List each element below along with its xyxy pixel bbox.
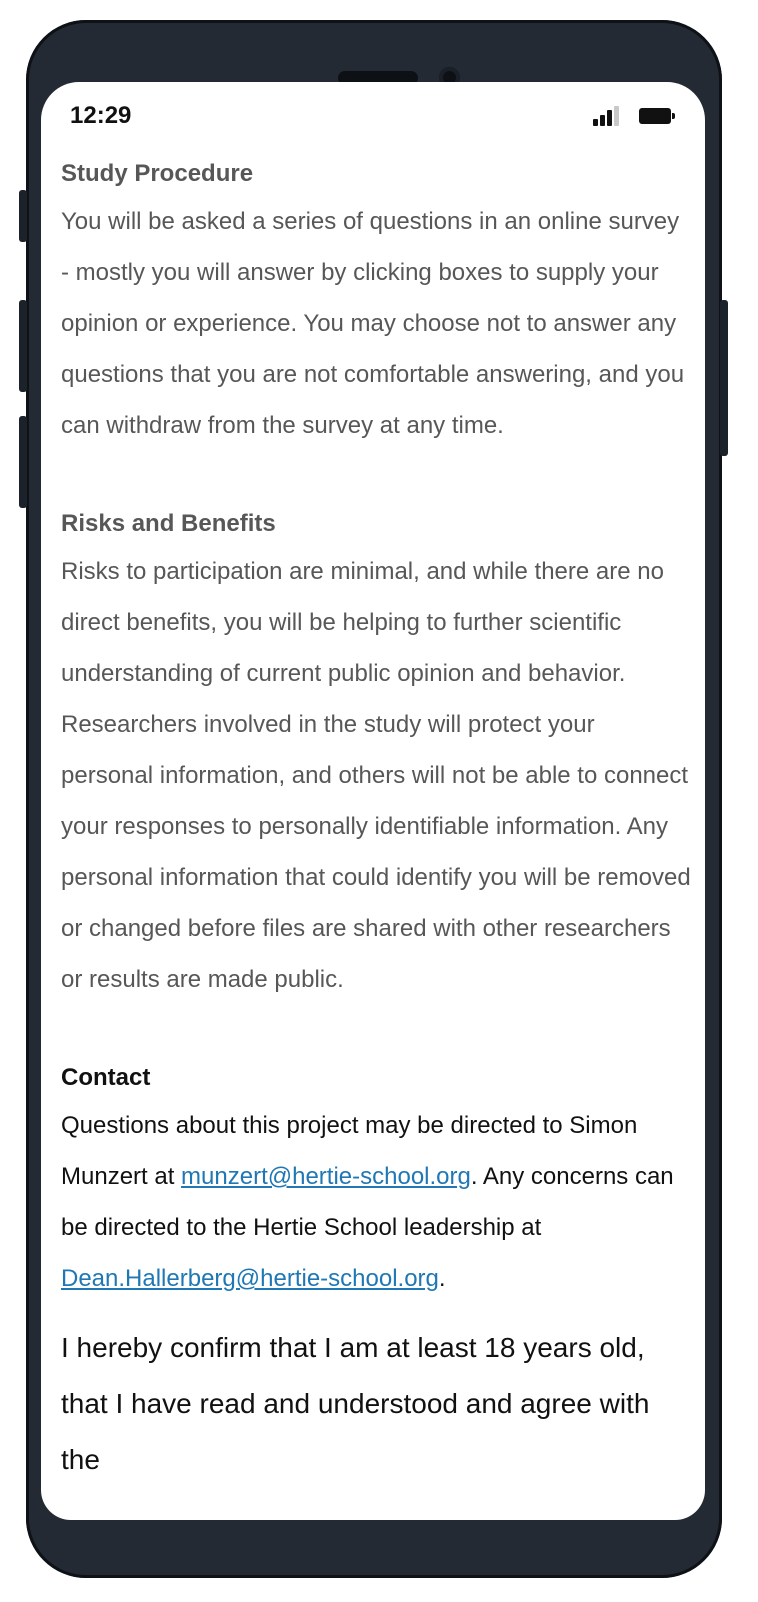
study-procedure-text: You will be asked a series of questions in an online survey - mostly you will answer by clicking boxes to supply your opinion or experience. You may choose not to answer any questions that you are not comfortable answering, and you can withdraw from the survey at any time. — [61, 208, 685, 439]
volume-down-button — [19, 416, 27, 508]
consent-content — [61, 152, 691, 1488]
battery-icon — [639, 108, 671, 124]
power-button — [720, 300, 728, 456]
munzert-email-link[interactable]: munzert@hertie-school.org — [181, 1163, 471, 1190]
contact-heading: Contact — [61, 1064, 151, 1091]
mute-switch — [19, 190, 27, 242]
signal-icon — [593, 106, 621, 126]
phone-screen — [41, 82, 705, 1520]
age-confirmation-text: I hereby confirm that I am at least 18 years old, that I have read and understood and agree with the — [61, 1332, 650, 1475]
status-bar — [41, 82, 705, 148]
volume-up-button — [19, 300, 27, 392]
contact-text — [61, 1100, 691, 1304]
risks-benefits-heading: Risks and Benefits — [61, 510, 276, 537]
risks-benefits-text: Risks to participation are minimal, and while there are no direct benefits, you will be helping to further scientific understanding of current public opinion and behavior. Researchers involved in the study will protect your personal information, and others will not be able to connect your responses to personally identifiable information. Any personal information that could identify you will be removed or changed before files are shared with other researchers or results are made public. — [61, 558, 691, 993]
contact-text-part-2: . Any concerns can be directed to the Hertie School leadership at — [61, 1163, 674, 1241]
study-procedure-heading: Study Procedure — [61, 160, 254, 187]
dean-email-link[interactable]: Dean.Hallerberg@hertie-school.org — [61, 1265, 439, 1292]
contact-text-part-3: . — [438, 1265, 446, 1292]
contact-text-part-1: Questions about this project may be directed to Simon Munzert at — [61, 1112, 638, 1190]
status-time: 12:29 — [70, 102, 132, 129]
